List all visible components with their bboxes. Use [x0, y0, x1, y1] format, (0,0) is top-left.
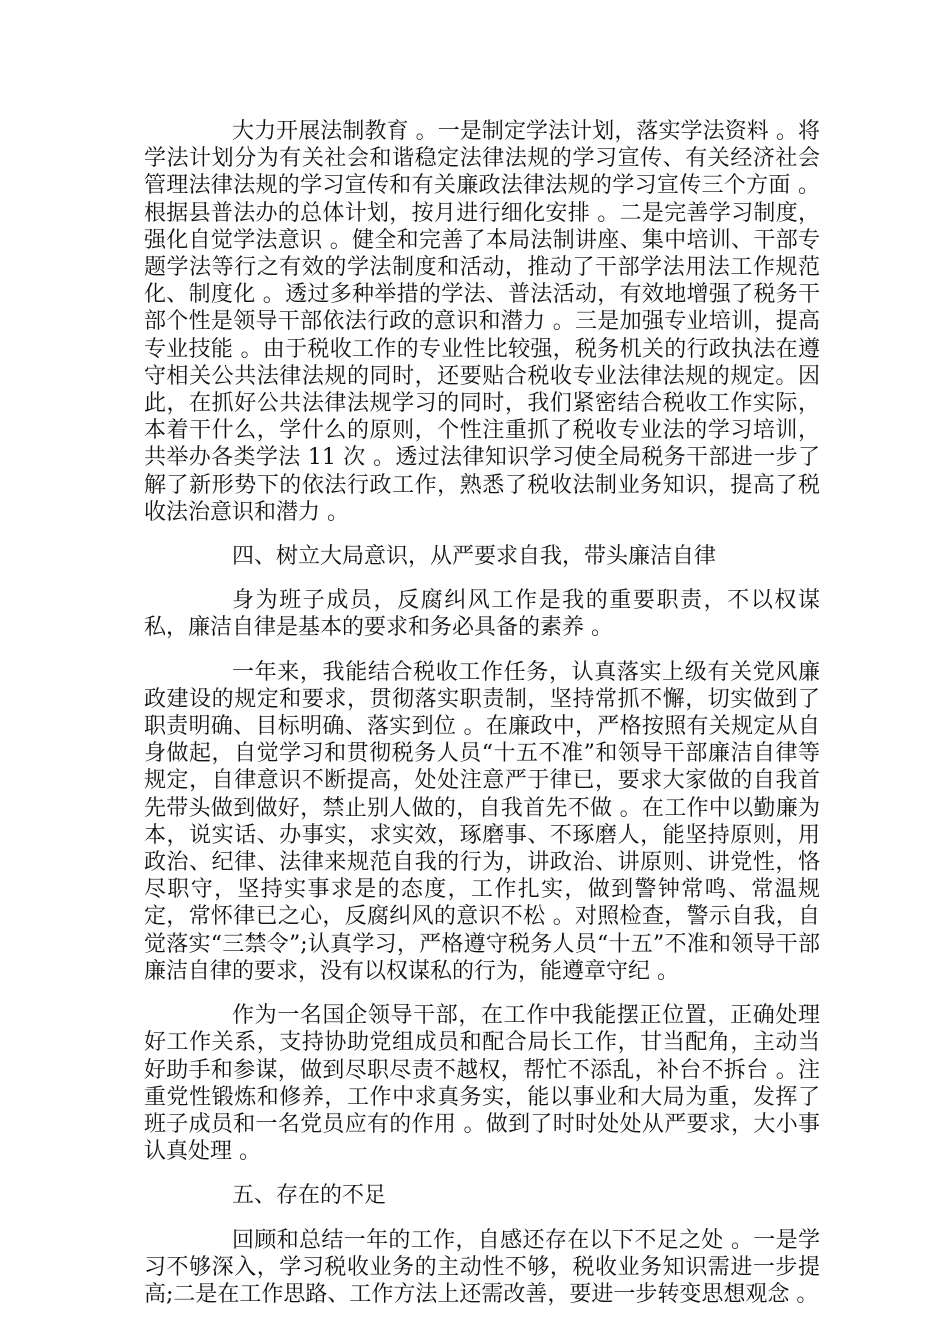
section-heading: 四、树立大局意识，从严要求自我，带头廉洁自律 — [232, 544, 717, 570]
body-paragraph: 一年来，我能结合税收工作任务，认真落实上级有关党风廉政建设的规定和要求，贯彻落实职责制，坚持常抓不懈，切实做到了职责明确、目标明确、落实到位 。在廉政中，严格按照有关规定从自身做起，自觉学习和贯彻税务人员“十五不准”和领导干部廉洁自律等规定，自律意识不断提高，处处注意严于律已，要求大家做的自我首先带头做到做好，禁止别人做的，自我首先不做 。在工作中以勤廉为本，说实话、办事实，求实效，琢磨事、不琢磨人，能坚持原则，用政治、纪律、法律来规范自我的行为，讲政治、讲原则、讲党性，恪尽职守，坚持实事求是的态度，工作扎实，做到警钟常鸣、常温规定，常怀律已之心，反腐纠风的意识不松 。对照检查，警示自我，自觉落实“三禁令”;认真学习，严格遵守税务人员“十五”不准和领导干部廉洁自律的要求，没有以权谋私的行为，能遵章守纪 。 — [144, 659, 820, 984]
document-page — [144, 118, 820, 1325]
body-paragraph: 作为一名国企领导干部，在工作中我能摆正位置，正确处理好工作关系，支持协助党组成员和配合局长工作，甘当配角，主动当好助手和参谋，做到尽职尽责不越权，帮忙不添乱，补台不拆台 。注重党性锻炼和修养，工作中求真务实，能以事业和大局为重，发挥了班子成员和一名党员应有的作用 。做到了时时处处从严要求，大小事认真处理 。 — [144, 1003, 820, 1165]
body-paragraph: 大力开展法制教育 。一是制定学法计划，落实学法资料 。将学法计划分为有关社会和谐稳定法律法规的学习宣传、有关经济社会管理法律法规的学习宣传和有关廉政法律法规的学习宣传三个方面 。根据县普法办的总体计划，按月进行细化安排 。二是完善学习制度，强化自觉学法意识 。健全和完善了本局法制讲座、集中培训、干部专题学法等行之有效的学法制度和活动，推动了干部学法用法工作规范化、制度化 。透过多种举措的学法、普法活动，有效地增强了税务干部个性是领导干部依法行政的意识和潜力 。三是加强专业培训，提高专业技能 。由于税收工作的专业性比较强，税务机关的行政执法在遵守相关公共法律法规的同时，还要贴合税收专业法律法规的规定。因此，在抓好公共法律法规学习的同时，我们紧密结合税收工作实际，本着干什么，学什么的原则，个性注重抓了税收专业法的学习培训，共举办各类学法 11 次 。透过法律知识学习使全局税务干部进一步了解了新形势下的依法行政工作，熟悉了税收法制业务知识，提高了税收法治意识和潜力 。 — [144, 119, 820, 525]
body-paragraph: 身为班子成员，反腐纠风工作是我的重要职责，不以权谋私，廉洁自律是基本的要求和务必具备的素养 。 — [144, 588, 820, 641]
body-paragraph: 回顾和总结一年的工作，自感还存在以下不足之处 。一是学习不够深入，学习税收业务的主动性不够，税收业务知识需进一步提高;二是在工作思路、工作方法上还需改善，要进一步转变思想观念 。 — [144, 1227, 820, 1307]
section-heading: 五、存在的不足 — [232, 1183, 387, 1209]
